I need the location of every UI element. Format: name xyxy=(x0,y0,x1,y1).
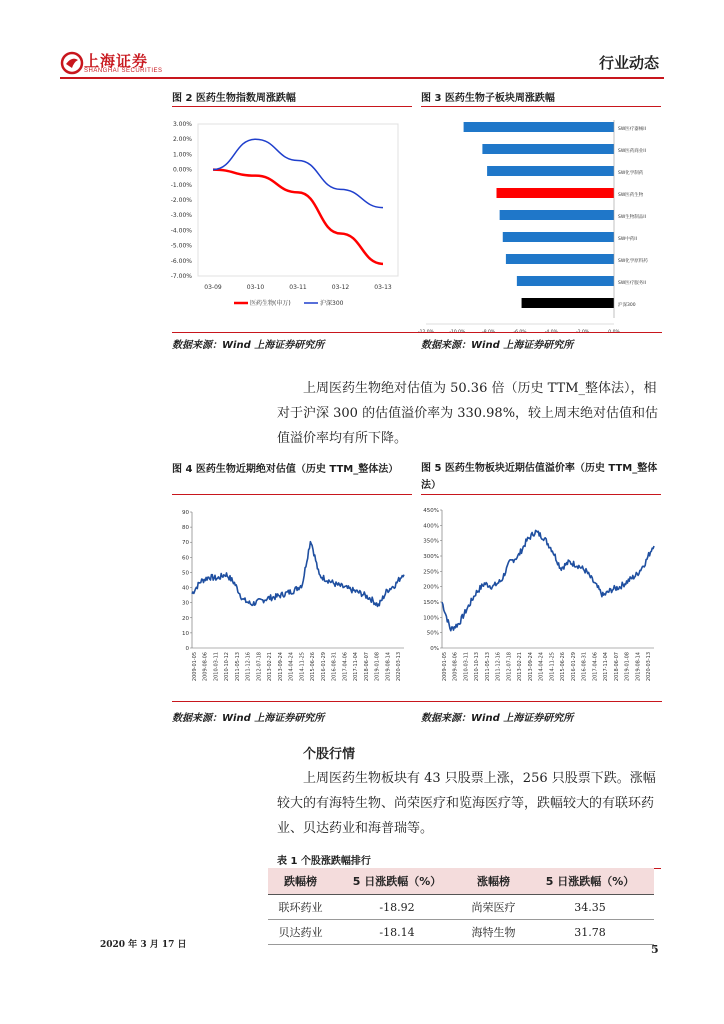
fig3-xtick-label: -12.0% xyxy=(418,330,434,335)
fig3-xtick-label: -4.0% xyxy=(544,330,558,335)
fig2-legend-label: 沪深300 xyxy=(320,300,344,307)
fig3-bar xyxy=(464,122,614,132)
fig5-xtick-label: 2018-06-07 xyxy=(613,652,620,682)
fig4-ytick-label: 50 xyxy=(182,570,189,577)
fig5-xtick-label: 2014-04-24 xyxy=(538,652,545,682)
table-cell: 34.35 xyxy=(526,895,654,920)
fig2-legend-label: 医药生物(申万) xyxy=(250,300,291,307)
fig4-xtick-label: 2015-06-26 xyxy=(310,652,317,682)
table-header-cell: 5 日涨跌幅（%） xyxy=(526,868,654,895)
fig5-xtick-label: 2017-11-04 xyxy=(603,652,610,682)
fig4-title: 图 4 医药生物近期绝对估值（历史 TTM_整体法） xyxy=(172,464,399,475)
table-cell: 31.78 xyxy=(526,920,654,945)
table-cell: -18.14 xyxy=(333,920,461,945)
fig3-bar xyxy=(522,298,614,308)
fig3-bar xyxy=(482,144,614,154)
fig5-xtick-label: 2014-11-25 xyxy=(549,652,556,682)
fig4-ytick-label: 20 xyxy=(182,615,189,622)
table-cell: 贝达药业 xyxy=(268,920,333,945)
fig4-ytick-label: 90 xyxy=(182,510,189,516)
fig2-xtick-label: 03-13 xyxy=(374,284,392,291)
fig3-category-label: SW医药生物 xyxy=(618,193,644,198)
fig4-xtick-label: 2013-09-24 xyxy=(277,652,284,682)
fig3-xtick-label: 0.0% xyxy=(608,330,620,335)
fig3-category-label: SW医疗器械II xyxy=(618,127,646,132)
stocks-paragraph: 上周医药生物板块有 43 只股票上涨，256 只股票下跌。涨幅较大的有海特生物、尚荣医疗和览海医疗等，跌幅较大的有联环药业、贝达药业和海普瑞等。 xyxy=(277,771,656,836)
fig5-ytick-label: 150% xyxy=(423,600,439,606)
fig3-xtick-label: -10.0% xyxy=(449,330,466,335)
fig4-xtick-label: 2009-08-06 xyxy=(202,652,209,682)
fig2-ytick-label: -6.00% xyxy=(170,257,192,265)
fig5-xtick-label: 2020-03-13 xyxy=(646,652,652,682)
fig4-ytick-label: 10 xyxy=(182,630,189,637)
fig5-ytick-label: 250% xyxy=(423,569,439,576)
fig5-xtick-label: 2013-02-21 xyxy=(517,652,524,682)
fig3-category-label: SW生物制品II xyxy=(618,215,646,220)
fig4-xtick-label: 2010-03-11 xyxy=(213,652,220,682)
fig4-xtick-label: 2016-08-31 xyxy=(331,652,338,682)
fig5-xtick-label: 2016-08-31 xyxy=(581,652,588,682)
fig2-xtick-label: 03-11 xyxy=(289,284,307,291)
company-logo-icon xyxy=(60,50,84,76)
fig4-xtick-label: 2020-03-13 xyxy=(396,652,402,682)
fig5-xtick-label: 2009-08-06 xyxy=(452,652,459,682)
fig2-ytick-label: -5.00% xyxy=(170,242,192,250)
fig5-source: 数据来源：Wind 上海证券研究所 xyxy=(421,713,574,724)
header-rule xyxy=(60,77,664,79)
fig5-ytick-label: 350% xyxy=(423,538,439,545)
fig5-xtick-label: 2011-12-16 xyxy=(495,652,502,682)
fig2-ytick-label: 0.00% xyxy=(172,166,192,174)
fig5-ytick-label: 450% xyxy=(423,508,439,514)
fig2-ytick-label: 2.00% xyxy=(172,136,192,144)
fig2-ytick-label: 3.00% xyxy=(172,121,192,128)
fig3-category-label: 沪深300 xyxy=(618,303,636,308)
fig4-xtick-label: 2009-01-05 xyxy=(192,652,198,682)
fig3-bar xyxy=(506,254,614,264)
fig5-xtick-label: 2010-03-11 xyxy=(463,652,470,682)
fig3-bar xyxy=(500,210,614,220)
fig2-xtick-label: 03-12 xyxy=(331,284,350,291)
fig5-chart xyxy=(418,504,664,700)
fig3-bar xyxy=(517,276,614,286)
fig4-ytick-label: 60 xyxy=(182,555,189,562)
fig4-ytick-label: 30 xyxy=(182,600,189,607)
fig2-plot-frame xyxy=(198,124,398,276)
fig2-ytick-label: -3.00% xyxy=(170,212,192,220)
fig5-ytick-label: 200% xyxy=(423,584,439,591)
fig2-xtick-label: 03-10 xyxy=(246,284,265,291)
fig4-xtick-label: 2018-06-07 xyxy=(363,652,370,682)
fig3-chart xyxy=(418,114,664,335)
table-header-row xyxy=(268,868,654,895)
fig4-ytick-label: 70 xyxy=(182,540,189,547)
table-row xyxy=(268,895,654,920)
fig4-ytick-label: 0 xyxy=(185,646,189,652)
fig5-xtick-label: 2013-09-24 xyxy=(527,652,534,682)
fig3-category-label: SW化学制药 xyxy=(618,171,644,176)
table-row xyxy=(268,920,654,945)
fig3-category-label: SW医疗服务II xyxy=(618,281,646,286)
fig4-xtick-label: 2017-11-04 xyxy=(353,652,360,682)
fig4-xtick-label: 2019-01-08 xyxy=(374,652,381,682)
valuation-paragraph: 上周医药生物绝对估值为 50.36 倍（历史 TTM_整体法），相对于沪深 300 的估值溢价率为 330.98%，较上周末绝对估值和估值溢价率均有所下降。 xyxy=(277,381,659,446)
fig-row1-bottom-rule xyxy=(172,332,662,333)
fig4-xtick-label: 2014-11-25 xyxy=(299,652,306,682)
fig4-xtick-label: 2010-10-12 xyxy=(224,652,231,682)
fig5-ytick-label: 400% xyxy=(423,523,439,530)
fig4-series-line xyxy=(192,542,404,607)
fig2-ytick-label: -7.00% xyxy=(170,273,192,280)
fig2-title: 图 2 医药生物指数周涨跌幅 xyxy=(172,93,296,104)
fig2-series-line xyxy=(213,170,383,264)
fig-row2-bottom-rule xyxy=(172,701,662,702)
table-cell: 联环药业 xyxy=(268,895,333,920)
table-header-cell: 跌幅榜 xyxy=(268,868,333,895)
fig4-ytick-label: 40 xyxy=(182,585,189,592)
fig4-xtick-label: 2016-01-29 xyxy=(320,652,327,682)
fig4-rule xyxy=(172,494,412,495)
fig2-ytick-label: -2.00% xyxy=(170,197,192,204)
fig2-xtick-label: 03-09 xyxy=(204,284,222,291)
fig5-series-line xyxy=(442,530,654,630)
table-cell: 尚荣医疗 xyxy=(461,895,526,920)
fig5-ytick-label: 50% xyxy=(426,630,439,637)
fig3-xtick-label: -2.0% xyxy=(576,330,590,335)
fig3-xtick-label: -6.0% xyxy=(513,330,527,335)
fig4-xtick-label: 2019-08-14 xyxy=(385,652,392,682)
fig3-category-label: SW中药II xyxy=(618,237,637,242)
fig4-chart xyxy=(172,504,412,700)
logo-subtext: SHANGHAI SECURITIES xyxy=(84,68,163,74)
fig5-ytick-label: 300% xyxy=(423,554,439,560)
fig3-bar xyxy=(503,232,614,242)
fig4-xtick-label: 2012-07-18 xyxy=(256,652,263,682)
table-header-cell: 涨幅榜 xyxy=(461,868,526,895)
logo-text: 上海证券 xyxy=(84,52,149,70)
fig2-ytick-label: -4.00% xyxy=(170,227,192,235)
fig5-xtick-label: 2012-07-18 xyxy=(506,652,513,682)
table-cell: 海特生物 xyxy=(461,920,526,945)
fig5-xtick-label: 2015-06-26 xyxy=(560,652,567,682)
fig3-category-label: SW医药商业II xyxy=(618,149,646,154)
fig2-rule xyxy=(172,106,412,107)
fig3-rule xyxy=(421,106,661,107)
fig4-xtick-label: 2011-12-16 xyxy=(245,652,252,682)
footer-date: 2020 年 3 月 17 日 xyxy=(100,940,187,950)
fig4-xtick-label: 2017-04-06 xyxy=(342,652,349,682)
ranking-table xyxy=(268,868,654,945)
table-cell: -18.92 xyxy=(333,895,461,920)
fig4-ytick-label: 80 xyxy=(182,525,189,532)
fig3-bar xyxy=(497,188,615,198)
section-heading: 个股行情 xyxy=(303,747,356,762)
fig5-title: 图 5 医药生物板块近期估值溢价率（历史 TTM_整体法） xyxy=(421,463,658,491)
fig2-ytick-label: 1.00% xyxy=(172,151,192,159)
fig5-ytick-label: 0% xyxy=(430,646,439,652)
fig5-xtick-label: 2016-01-29 xyxy=(570,652,577,682)
fig5-xtick-label: 2010-10-13 xyxy=(474,652,481,682)
fig5-xtick-label: 2017-04-06 xyxy=(592,652,599,682)
fig5-ytick-label: 100% xyxy=(423,615,439,622)
page-number: 5 xyxy=(651,943,659,956)
fig4-xtick-label: 2011-05-13 xyxy=(234,652,241,682)
fig3-xtick-label: -8.0% xyxy=(482,330,496,335)
fig5-xtick-label: 2019-08-14 xyxy=(635,652,642,682)
fig5-xtick-label: 2011-05-13 xyxy=(484,652,491,682)
fig5-xtick-label: 2009-01-05 xyxy=(442,652,448,682)
fig3-category-label: SW化学原料药 xyxy=(618,259,648,264)
fig5-xtick-label: 2019-01-08 xyxy=(624,652,631,682)
fig4-xtick-label: 2013-02-21 xyxy=(267,652,274,682)
section-title: 行业动态 xyxy=(598,54,659,72)
fig3-source: 数据来源：Wind 上海证券研究所 xyxy=(421,340,574,351)
fig4-source: 数据来源：Wind 上海证券研究所 xyxy=(172,713,325,724)
fig3-bar xyxy=(487,166,614,176)
fig2-chart xyxy=(168,110,404,330)
table-header-cell: 5 日涨跌幅（%） xyxy=(333,868,461,895)
fig3-title: 图 3 医药生物子板块周涨跌幅 xyxy=(421,93,555,104)
fig4-xtick-label: 2014-04-24 xyxy=(288,652,295,682)
fig2-ytick-label: -1.00% xyxy=(170,181,192,189)
fig5-rule xyxy=(421,494,661,495)
table-title: 表 1 个股涨跌幅排行 xyxy=(277,856,371,867)
fig2-source: 数据来源：Wind 上海证券研究所 xyxy=(172,340,325,351)
